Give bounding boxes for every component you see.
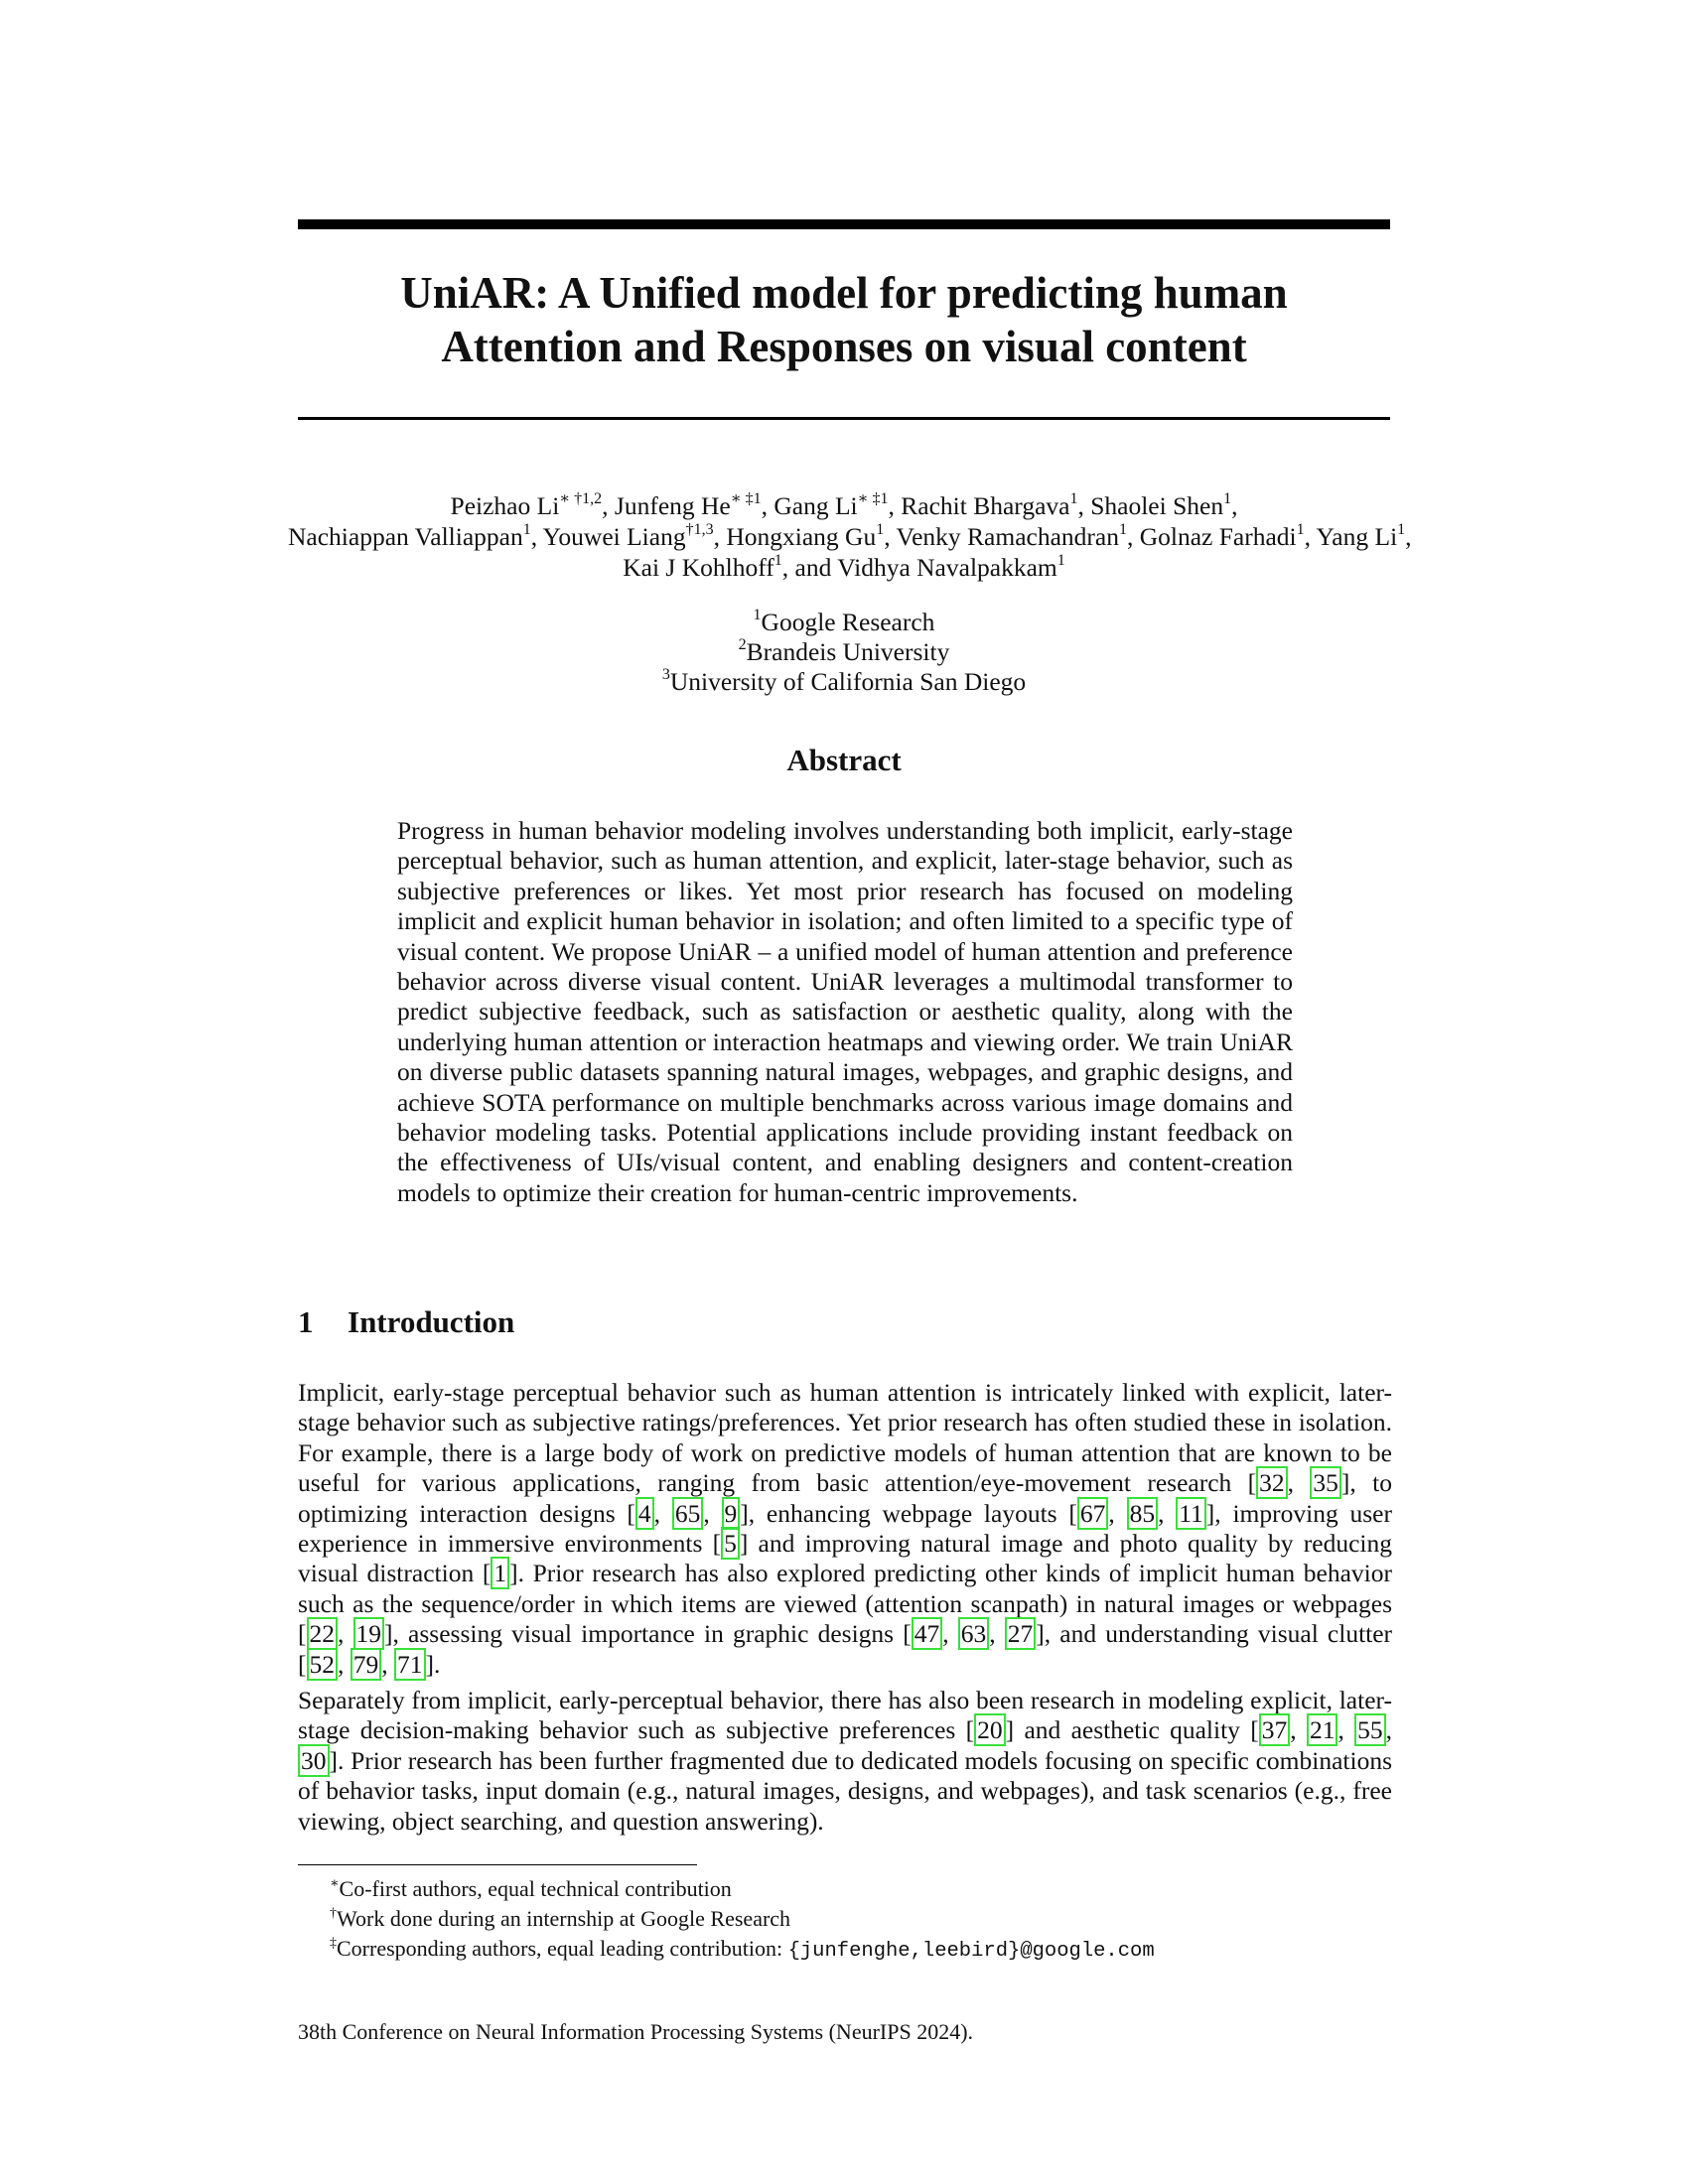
citation-link[interactable]: 85 <box>1127 1497 1159 1530</box>
affiliation-number: 1 <box>753 607 762 623</box>
paragraph-text: ] and improving natural image and photo quality by reducing visual distraction [ <box>298 1529 1392 1588</box>
author-line <box>288 490 1400 521</box>
paragraph-text: , <box>989 1619 1005 1649</box>
paragraph-text: , <box>1287 1468 1311 1498</box>
author-list <box>288 490 1412 583</box>
paragraph-text: ], enhancing webpage layouts [ <box>740 1498 1077 1528</box>
author-affiliation-marks: †1,3 <box>685 521 714 538</box>
paragraph-text: , <box>1158 1498 1177 1528</box>
citation-link[interactable]: 63 <box>958 1617 990 1650</box>
affiliation-number: 2 <box>738 636 747 653</box>
citation-link[interactable]: 35 <box>1310 1466 1341 1499</box>
title-bottom-rule <box>298 417 1390 420</box>
paragraph-text: , <box>381 1649 394 1679</box>
citation-link[interactable]: 19 <box>353 1617 385 1650</box>
author-separator: , <box>1126 522 1140 551</box>
citation-link[interactable]: 11 <box>1176 1497 1206 1530</box>
paragraph-text: ], to optimizing interaction designs [ <box>298 1468 1392 1528</box>
author-name: Nachiappan Valliappan <box>288 522 523 551</box>
author-affiliation-marks: 1 <box>1397 521 1406 538</box>
author-affiliation-marks: ∗ ‡1 <box>857 490 889 507</box>
paragraph-text: , <box>338 1649 351 1679</box>
affiliation-name: Brandeis University <box>746 637 950 666</box>
paragraph-text: , <box>653 1498 672 1528</box>
author-affiliation-marks: ∗ †1,2 <box>559 490 603 507</box>
author-affiliation-marks: 1 <box>1069 490 1078 507</box>
author-affiliation-marks: 1 <box>774 552 782 569</box>
author-separator: , <box>530 522 543 551</box>
author-separator: , <box>1231 491 1238 520</box>
footnote <box>298 1934 1390 1967</box>
title-top-rule <box>298 219 1390 229</box>
paragraph-text: , <box>1385 1715 1393 1745</box>
affiliation <box>298 637 1390 667</box>
citation-link[interactable]: 20 <box>974 1713 1006 1746</box>
author-affiliation-marks: 1 <box>522 521 531 538</box>
paper-title <box>298 266 1390 373</box>
author-name: Yang Li <box>1316 522 1398 551</box>
affiliation-number: 3 <box>661 666 670 683</box>
footnote-mark: † <box>330 1906 337 1921</box>
citation-link[interactable]: 21 <box>1307 1713 1338 1746</box>
author-name: Hongxiang Gu <box>726 522 877 551</box>
author-name: Venky Ramachandran <box>896 522 1119 551</box>
footnote-text: Work done during an internship at Google Research <box>337 1906 791 1931</box>
author-name: Vidhya Navalpakkam <box>837 553 1057 582</box>
paragraph-text: ], assessing visual importance in graphic designs [ <box>384 1619 912 1649</box>
intro-paragraph <box>298 1378 1392 1680</box>
footnote-text: Co-first authors, equal technical contribution <box>339 1876 732 1901</box>
paragraph-text: ]. Prior research has been further fragmented due to dedicated models focusing on specific combinations of behavior tasks, input domain (e.g., natural images, designs, and webpages), and task scenarios (e.g., free viewing, object searching, and question answering). <box>298 1745 1392 1836</box>
intro-paragraph <box>298 1686 1392 1837</box>
affiliation-list <box>298 608 1390 697</box>
citation-link[interactable]: 65 <box>672 1497 704 1530</box>
footnotes <box>298 1874 1390 1967</box>
paragraph-text: , <box>1108 1498 1127 1528</box>
author-line <box>288 521 1412 552</box>
paragraph-text: , <box>338 1619 353 1649</box>
abstract-heading: Abstract <box>786 743 902 777</box>
author-separator: , and <box>781 553 838 582</box>
author-separator: , <box>761 491 774 520</box>
contact-email[interactable]: {junfenghe,leebird}@google.com <box>787 1940 1155 1963</box>
paragraph-text: Implicit, early-stage perceptual behavior such as human attention is intricately linked with explicit, later-stage behavior such as subjective ratings/preferences. Yet prior research has often studied these in isolation. For example, there is a large body of work on predictive models of human attention that are known to be useful for various applications, ranging from basic attention/eye-movement research [ <box>298 1378 1392 1498</box>
citation-link[interactable]: 1 <box>491 1557 509 1589</box>
author-affiliation-marks: 1 <box>876 521 885 538</box>
author-separator: , <box>884 522 897 551</box>
author-name: Junfeng He <box>614 491 731 520</box>
citation-link[interactable]: 71 <box>394 1648 426 1681</box>
citation-link[interactable]: 4 <box>635 1497 654 1530</box>
author-separator: , <box>1405 522 1412 551</box>
author-affiliation-marks: 1 <box>1056 552 1065 569</box>
author-line <box>288 552 1400 583</box>
section-heading <box>298 1304 514 1340</box>
paragraph-text: , <box>1337 1715 1355 1745</box>
citation-link[interactable]: 37 <box>1259 1713 1291 1746</box>
author-name: Golnaz Farhadi <box>1139 522 1297 551</box>
author-name: Gang Li <box>774 491 858 520</box>
citation-link[interactable]: 52 <box>307 1648 339 1681</box>
author-name: Youwei Liang <box>542 522 686 551</box>
citation-link[interactable]: 32 <box>1256 1466 1288 1499</box>
venue-note: 38th Conference on Neural Information Processing Systems (NeurIPS 2024). <box>298 2019 974 2044</box>
citation-link[interactable]: 9 <box>722 1497 741 1530</box>
affiliation-name: Google Research <box>761 608 935 636</box>
author-separator: , <box>602 491 615 520</box>
citation-link[interactable]: 5 <box>721 1527 740 1560</box>
footnote-text: Corresponding authors, equal leading contribution: <box>337 1936 788 1961</box>
paragraph-text: ], and understanding visual clutter [ <box>298 1619 1393 1679</box>
author-name: Shaolei Shen <box>1090 491 1224 520</box>
paragraph-text: , <box>703 1498 722 1528</box>
affiliation-name: University of California San Diego <box>669 667 1027 696</box>
author-name: Rachit Bhargava <box>901 491 1070 520</box>
citation-link[interactable]: 27 <box>1005 1617 1037 1650</box>
footnote-mark: ‡ <box>330 1936 337 1951</box>
paragraph-text: ]. <box>425 1649 441 1679</box>
citation-link[interactable]: 79 <box>351 1648 382 1681</box>
author-separator: , <box>1077 491 1091 520</box>
section-number: 1 <box>298 1304 314 1339</box>
paragraph-text: ], improving user experience in immersive environments [ <box>298 1498 1392 1559</box>
citation-link[interactable]: 67 <box>1077 1497 1109 1530</box>
paragraph-text: , <box>942 1619 958 1649</box>
footnote <box>298 1874 1390 1904</box>
citation-link[interactable]: 30 <box>298 1744 330 1777</box>
citation-link[interactable]: 47 <box>912 1617 943 1650</box>
footnote-rule <box>298 1864 697 1865</box>
title-line: Attention and Responses on visual content <box>441 322 1247 371</box>
citation-link[interactable]: 55 <box>1354 1713 1386 1746</box>
footnote-mark: ∗ <box>330 1876 340 1891</box>
citation-link[interactable]: 22 <box>307 1617 339 1650</box>
paragraph-text: Separately from implicit, early-perceptual behavior, there has also been research in modeling explicit, later-stage decision-making behavior such as subjective preferences [ <box>298 1686 1392 1745</box>
paragraph-text: ]. Prior research has also explored predicting other kinds of implicit human behavior such as the sequence/order in which items are viewed (attention scanpath) in natural images or webpages [ <box>298 1559 1393 1649</box>
title-line: UniAR: A Unified model for predicting human <box>400 268 1288 318</box>
section-title: Introduction <box>348 1304 515 1339</box>
author-separator: , <box>888 491 902 520</box>
paragraph-text: , <box>1290 1715 1307 1745</box>
affiliation <box>298 608 1390 637</box>
author-separator: , <box>1304 522 1317 551</box>
author-affiliation-marks: 1 <box>1296 521 1305 538</box>
author-name: Peizhao Li <box>450 491 560 520</box>
author-affiliation-marks: 1 <box>1118 521 1127 538</box>
paragraph-text: ] and aesthetic quality [ <box>1005 1715 1259 1745</box>
abstract-text: Progress in human behavior modeling involves understanding both implicit, early-stage perceptual behavior, such as human attention, and explicit, later-stage behavior, such as subjective preferences or likes. Yet most prior research has focused on modeling implicit and explicit human behavior in isolation; and often limited to a specific type of visual content. We propose UniAR – a unified model of human attention and preference behavior across diverse visual content. UniAR leverages a multimodal transformer to predict subjective feedback, such as satisfaction or aesthetic quality, along with the underlying human attention or interaction heatmaps and viewing order. We train UniAR on diverse public datasets spanning natural images, webpages, and graphic designs, and achieve SOTA performance on multiple benchmarks across various image domains and behavior modeling tasks. Potential applications include providing instant feedback on the effectiveness of UIs/visual content, and enabling designers and content-creation models to optimize their creation for human-centric improvements. <box>397 816 1293 1207</box>
author-separator: , <box>713 522 727 551</box>
author-name: Kai J Kohlhoff <box>623 553 774 582</box>
affiliation <box>298 667 1390 697</box>
author-affiliation-marks: ∗ ‡1 <box>730 490 762 507</box>
footnote <box>298 1904 1390 1934</box>
author-affiliation-marks: 1 <box>1223 490 1232 507</box>
